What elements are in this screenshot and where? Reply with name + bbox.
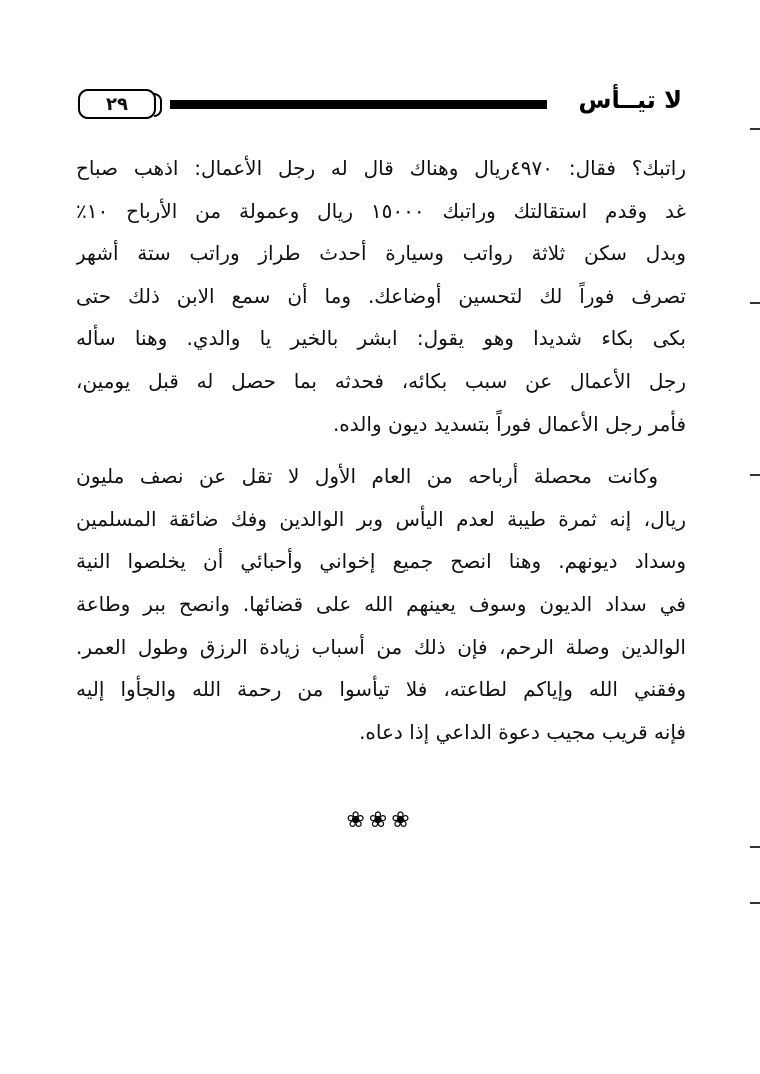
paragraph-2 [76,455,686,753]
scan-edge-mark [750,846,760,848]
text-line: غد وقدم استقالتك وراتبك ١٥٠٠٠ ريال وعمولة من الأرباح ١٠٪ [76,198,686,223]
scan-edge-mark [750,128,760,130]
scan-edge-mark [750,302,760,304]
section-ornament: ❀❀❀ [346,808,414,833]
scan-edge-mark [750,902,760,904]
text-line: بكى بكاء شديدا وهو يقول: ابشر بالخير يا والدي. وهنا سأله [76,326,686,351]
text-line: فإنه قريب مجيب دعوة الداعي إذا دعاه. [359,719,686,744]
header-rule [170,100,547,109]
paragraph-1 [76,147,686,445]
text-line: وكانت محصلة أرباحه من العام الأول لا تقل عن نصف مليون [76,464,658,489]
text-line: رجل الأعمال عن سبب بكائه، فحدثه بما حصل له قبل يومين، [76,368,686,393]
text-line: في سداد الديون وسوف يعينهم الله على قضائها. وانصح ببر وطاعة [76,591,686,616]
text-line: فأمر رجل الأعمال فوراً بتسديد ديون والده. [332,411,686,436]
text-line: تصرف فوراً لك لتحسين أوضاعك. وما أن سمع الابن ذلك حتى [76,283,686,308]
page-number: ٢٩ [106,94,128,115]
text-line: الوالدين وصلة الرحم، فإن ذلك من أسباب زيادة الرزق وطول العمر. [76,634,686,659]
page-header [78,84,682,124]
text-line: راتبك؟ فقال: ٤٩٧٠ريال وهناك قال له رجل الأعمال: اذهب صباح [76,156,686,180]
text-line: وسداد ديونهم. وهنا انصح جميع إخواني وأحبائي أن يخلصوا النية [76,549,686,574]
running-title: لا تيــأس [578,86,682,114]
text-line: وفقني الله وإياكم لطاعته، فلا تيأسوا من رحمة الله والجأوا إليه [76,677,686,702]
scan-edge-mark [750,474,760,476]
paragraph-gap [76,445,686,455]
body-text [76,147,686,753]
text-line: وبدل سكن ثلاثة رواتب وسيارة أحدث طراز وراتب ستة أشهر [76,241,686,266]
page-number-frame [78,89,156,119]
text-line: ريال، إنه ثمرة طيبة لعدم اليأس وبر الوالدين وفك ضائقة المسلمين [76,506,686,531]
